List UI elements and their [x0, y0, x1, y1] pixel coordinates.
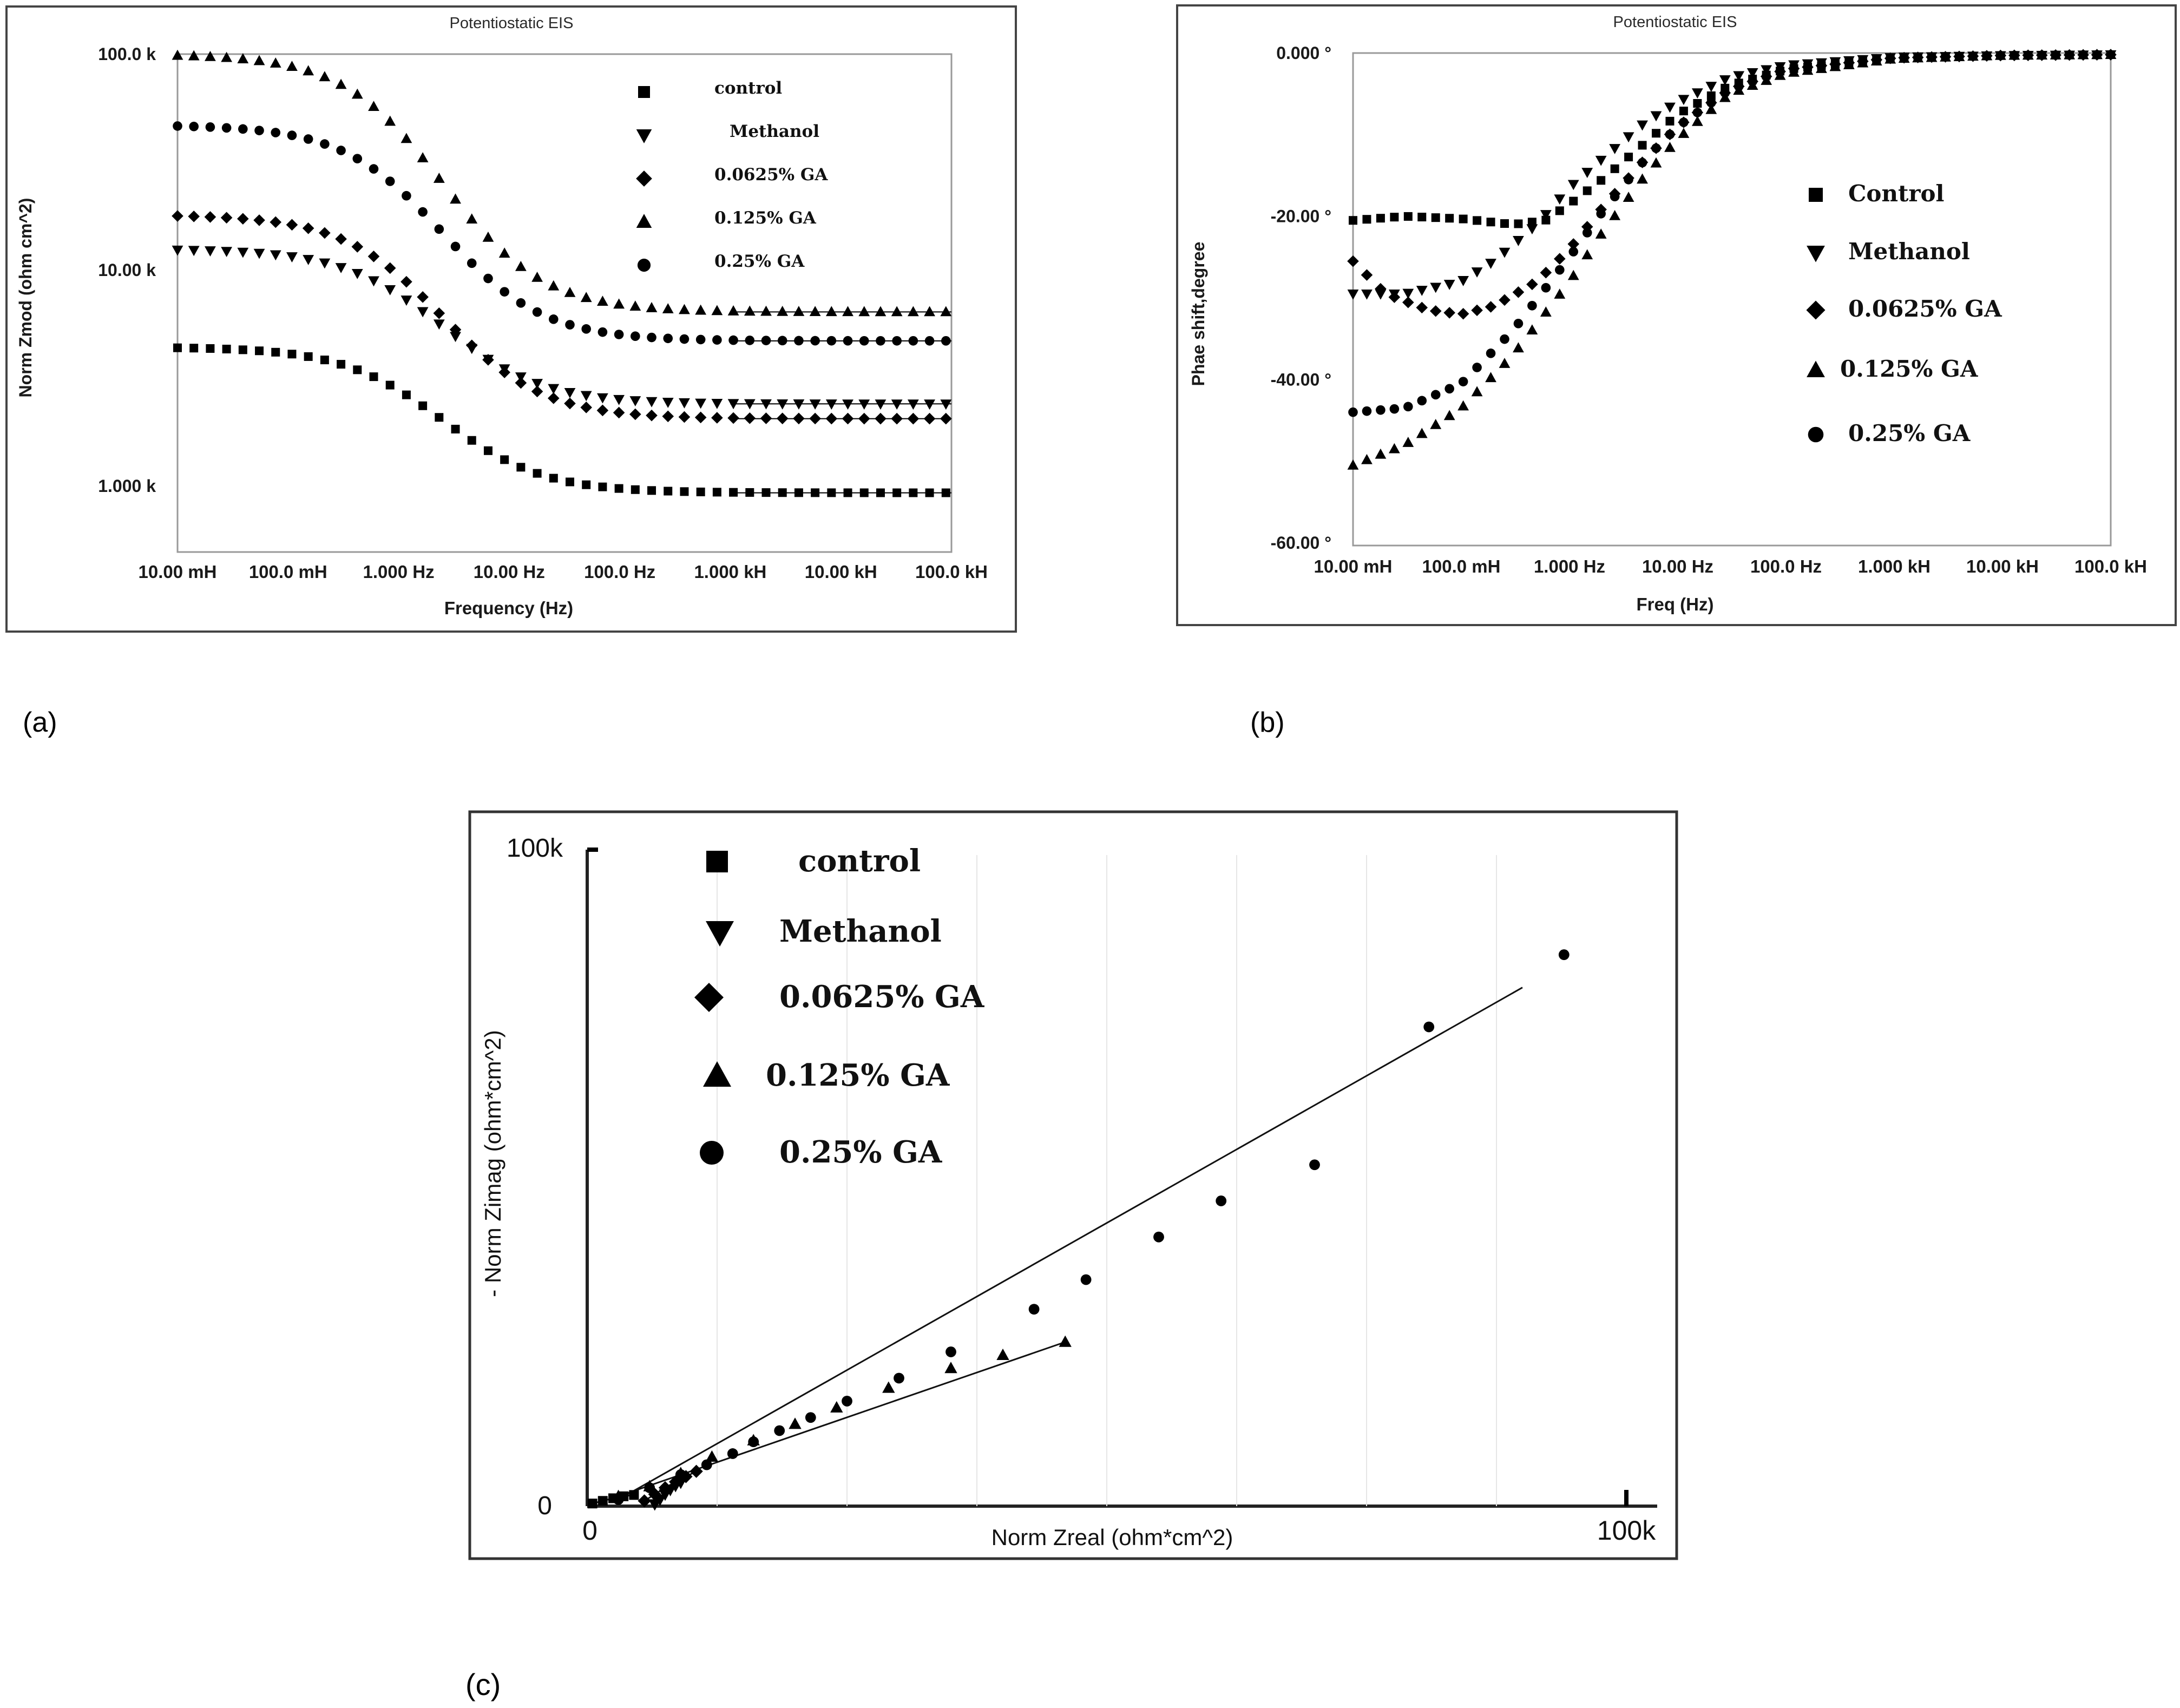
panel-b-data-point — [1624, 153, 1633, 161]
panel-b-data-point — [1500, 219, 1509, 228]
panel-a-x-tick-label: 100.0 Hz — [584, 562, 656, 582]
panel-c-data-point — [675, 1469, 686, 1480]
panel-c-data-point — [701, 1460, 712, 1470]
panel-a-data-point — [483, 274, 493, 284]
panel-b-data-point — [2078, 50, 2088, 60]
panel-b-data-point — [1624, 175, 1633, 185]
panel-b-data-point — [1555, 265, 1565, 275]
panel-c-legend-label: 0.125% GA — [766, 1057, 950, 1093]
panel-a-data-point — [304, 352, 313, 361]
panel-a-data-point — [500, 287, 509, 297]
panel-c-data-point — [727, 1448, 738, 1459]
panel-b-x-tick-label: 100.0 kH — [2074, 556, 2147, 576]
panel-c-caption: (c) — [465, 1667, 501, 1702]
panel-c-data-point — [842, 1396, 852, 1407]
panel-b-data-point — [1638, 158, 1647, 168]
panel-c-data-point — [644, 1482, 655, 1493]
panel-a-legend-label: control — [714, 78, 783, 98]
panel-c-x-tick-label: 100k — [1597, 1515, 1656, 1546]
panel-a-data-point — [631, 331, 640, 341]
panel-b-data-point — [1748, 77, 1757, 87]
panel-a-data-point — [173, 121, 182, 131]
panel-a-data-point — [615, 484, 623, 493]
panel-b-data-point — [1568, 247, 1578, 257]
panel-a-data-point — [239, 345, 247, 354]
panel-a-caption: (a) — [23, 707, 57, 738]
panel-b-data-point — [1968, 51, 1978, 61]
panel-b-data-point — [1886, 54, 1895, 63]
panel-a-data-point — [386, 381, 395, 390]
panel-b-data-point — [1486, 349, 1496, 358]
panel-b-title: Potentiostatic EIS — [1613, 14, 1737, 31]
panel-c-legend-label: 0.25% GA — [779, 1134, 942, 1170]
panel-b-data-point — [1665, 117, 1674, 126]
panel-a-data-point — [614, 330, 624, 339]
panel-a-data-point — [484, 446, 493, 455]
panel-b-data-point — [1541, 283, 1551, 293]
panel-a-data-point — [549, 474, 558, 483]
panel-b-data-point — [1610, 192, 1620, 201]
panel-a-data-point — [238, 124, 248, 134]
panel-b-x-tick-label: 1.000 Hz — [1533, 556, 1606, 576]
panel-a-data-point — [565, 320, 575, 330]
panel-b-data-point — [1982, 51, 1992, 61]
panel-a-data-point — [581, 324, 591, 334]
panel-b-data-point — [1596, 209, 1606, 219]
panel-a-data-point — [189, 344, 198, 352]
panel-c-legend-label: Methanol — [779, 914, 942, 949]
panel-b-data-point — [1693, 99, 1702, 108]
panel-b-frame — [1177, 5, 2176, 625]
panel-b-data-point — [1679, 107, 1688, 115]
panel-a-data-point — [663, 333, 673, 343]
panel-c-data-point — [945, 1346, 956, 1357]
panel-a-x-tick-label: 100.0 kH — [915, 562, 988, 582]
panel-b-data-point — [1376, 214, 1385, 222]
panel-b-data-point — [1514, 319, 1524, 329]
panel-a-data-point — [353, 365, 362, 374]
panel-a-x-axis-label: Frequency (Hz) — [444, 598, 574, 618]
panel-a-data-point — [189, 122, 199, 132]
panel-b-data-point — [1652, 129, 1660, 137]
panel-b-legend-marker — [1809, 188, 1823, 202]
panel-a-x-tick-label: 100.0 mH — [248, 562, 327, 582]
panel-a-data-point — [435, 225, 444, 234]
panel-a-y-axis-label: Norm Zmod (ohm cm^2) — [16, 198, 35, 398]
panel-c-data-point — [613, 1494, 624, 1505]
panel-b-data-point — [2037, 50, 2047, 60]
panel-a-data-point — [468, 436, 476, 445]
panel-b-data-point — [1583, 228, 1592, 238]
panel-a-data-point — [418, 207, 428, 217]
panel-b-data-point — [1569, 197, 1578, 206]
panel-b-data-point — [1927, 52, 1936, 62]
panel-a-x-tick-label: 10.00 kH — [804, 562, 877, 582]
panel-a-title: Potentiostatic EIS — [449, 15, 574, 32]
panel-a-data-point — [680, 334, 690, 344]
panel-b-data-point — [2106, 50, 2116, 60]
panel-a — [6, 6, 1016, 632]
panel-b-data-point — [1376, 405, 1386, 415]
panel-b-data-point — [1527, 301, 1537, 311]
panel-b-data-point — [1597, 176, 1605, 185]
panel-a-data-point — [598, 483, 607, 491]
panel-a-data-point — [516, 298, 526, 308]
panel-c-data-point — [1423, 1022, 1434, 1033]
panel-b-data-point — [1941, 52, 1951, 62]
panel-a-data-point — [566, 477, 574, 486]
panel-b-data-point — [1431, 390, 1441, 400]
panel-a-y-tick-label: 1.000 k — [98, 476, 156, 496]
panel-b-legend-marker — [1808, 427, 1824, 443]
panel-a-data-point — [271, 128, 280, 137]
panel-b-x-tick-label: 100.0 Hz — [1750, 556, 1822, 576]
panel-c-data-point — [1081, 1275, 1092, 1285]
panel-c-data-point — [1309, 1159, 1320, 1170]
panel-b-data-point — [1348, 408, 1358, 417]
panel-b-data-point — [1693, 108, 1703, 117]
panel-a-data-point — [287, 130, 297, 140]
panel-c-data-point — [1559, 949, 1570, 960]
panel-a-legend-label: 0.25% GA — [714, 252, 805, 271]
panel-a-data-point — [173, 344, 182, 352]
panel-a-y-tick-label: 100.0 k — [98, 44, 156, 64]
panel-b-y-axis-label: Phae shift,degree — [1189, 241, 1208, 386]
panel-a-data-point — [664, 487, 672, 495]
panel-a-data-point — [222, 123, 232, 133]
panel-c-y-axis-label: - Norm Zimag (ohm*cm^2) — [480, 1030, 505, 1297]
panel-c-data-point — [1216, 1195, 1226, 1206]
panel-b-data-point — [1858, 56, 1868, 66]
panel-a-data-point — [549, 314, 559, 324]
panel-b-data-point — [1734, 82, 1744, 91]
panel-a-data-point — [337, 360, 345, 369]
panel-a-data-point — [320, 356, 329, 364]
panel-a-data-point — [647, 486, 656, 495]
panel-a-data-point — [369, 372, 378, 381]
panel-c-data-point — [629, 1490, 639, 1500]
panel-a-data-point — [369, 164, 379, 174]
panel-b-data-point — [1789, 64, 1799, 74]
panel-b-data-point — [1404, 212, 1413, 221]
panel-a-data-point — [516, 463, 525, 471]
panel-a-data-point — [304, 134, 313, 144]
panel-c-data-point — [748, 1436, 759, 1447]
panel-c-data-point — [774, 1425, 785, 1436]
panel-a-legend-label: Methanol — [730, 122, 819, 141]
panel-a-data-point — [500, 455, 509, 464]
panel-a-data-point — [435, 413, 443, 422]
panel-c-data-point — [894, 1373, 904, 1384]
panel-b-data-point — [1390, 404, 1400, 414]
panel-b-data-point — [1459, 377, 1468, 386]
panel-a-x-tick-label: 1.000 kH — [694, 562, 767, 582]
panel-a-data-point — [631, 485, 640, 494]
panel-b-data-point — [1913, 52, 1923, 62]
panel-a-legend-label: 0.0625% GA — [714, 165, 828, 185]
panel-b-x-tick-label: 10.00 kH — [1966, 556, 2039, 576]
panel-b-data-point — [2092, 50, 2102, 60]
panel-b-data-point — [1432, 213, 1440, 222]
panel-b-x-tick-label: 10.00 Hz — [1641, 556, 1714, 576]
panel-b-legend-label: Control — [1848, 180, 1945, 207]
panel-b-data-point — [1459, 215, 1468, 224]
panel-b-data-point — [1803, 62, 1813, 72]
panel-b-data-point — [1762, 71, 1771, 81]
panel-c-x-axis-label: Norm Zreal (ohm*cm^2) — [991, 1525, 1233, 1550]
panel-b-data-point — [2010, 51, 2019, 61]
panel-a-data-point — [647, 333, 656, 343]
panel-b-data-point — [2051, 50, 2060, 60]
panel-a-data-point — [697, 488, 705, 496]
panel-b-data-point — [1611, 165, 1619, 173]
panel-a-data-point — [728, 336, 738, 345]
panel-a-data-point — [402, 191, 411, 201]
panel-a-data-point — [713, 488, 721, 496]
panel-b-data-point — [1830, 60, 1840, 69]
panel-b-x-tick-label: 1.000 kH — [1858, 556, 1931, 576]
panel-c-legend-label: control — [798, 843, 921, 879]
panel-b-legend-label: Methanol — [1848, 238, 1970, 265]
panel-c — [470, 812, 1677, 1559]
panel-c-data-point — [588, 1499, 597, 1508]
panel-a-data-point — [320, 139, 330, 149]
panel-b-y-tick-label: -60.00 ° — [1270, 533, 1331, 553]
panel-a-y-tick-label: 10.00 k — [98, 260, 156, 280]
panel-a-data-point — [582, 481, 590, 489]
panel-b-data-point — [1665, 130, 1675, 140]
panel-a-data-point — [712, 335, 722, 345]
panel-a-legend-label: 0.125% GA — [714, 208, 816, 228]
panel-a-data-point — [696, 335, 706, 345]
panel-b — [1177, 5, 2176, 625]
panel-b-data-point — [1844, 58, 1854, 68]
panel-a-data-point — [385, 176, 395, 186]
panel-a-data-point — [533, 469, 542, 478]
panel-b-data-point — [1775, 67, 1785, 76]
panel-a-data-point — [287, 350, 296, 358]
panel-b-data-point — [1349, 216, 1357, 225]
panel-b-legend-label: 0.0625% GA — [1848, 295, 2002, 322]
panel-b-data-point — [1403, 402, 1413, 412]
panel-b-legend-label: 0.25% GA — [1848, 420, 1971, 446]
panel-a-x-tick-label: 10.00 mH — [138, 562, 217, 582]
panel-a-legend-marker — [638, 259, 651, 272]
panel-b-data-point — [1417, 396, 1427, 406]
panel-b-x-tick-label: 10.00 mH — [1314, 556, 1393, 576]
panel-c-x-tick-label: 0 — [582, 1515, 597, 1546]
panel-c-data-point — [598, 1496, 608, 1506]
panel-b-x-axis-label: Freq (Hz) — [1636, 594, 1714, 614]
panel-b-data-point — [1500, 334, 1509, 344]
panel-c-data-point — [805, 1412, 816, 1423]
panel-b-data-point — [1720, 88, 1730, 98]
panel-b-data-point — [1444, 384, 1454, 394]
panel-b-data-point — [1817, 61, 1827, 70]
panel-b-data-point — [1651, 143, 1661, 153]
panel-a-data-point — [255, 346, 264, 355]
panel-b-y-tick-label: -40.00 ° — [1270, 370, 1331, 390]
panel-a-data-point — [402, 391, 411, 399]
panel-b-data-point — [1679, 117, 1689, 127]
panel-b-data-point — [1555, 206, 1564, 215]
panel-c-y-tick-label: 100k — [506, 834, 563, 863]
panel-a-x-tick-label: 10.00 Hz — [473, 562, 545, 582]
panel-b-data-point — [1487, 218, 1495, 226]
panel-a-data-point — [271, 348, 280, 357]
panel-c-frame — [470, 812, 1677, 1559]
panel-b-data-point — [1445, 214, 1454, 222]
panel-a-data-point — [352, 154, 362, 163]
panel-b-data-point — [1996, 51, 2006, 61]
panel-b-data-point — [1638, 141, 1647, 149]
panel-a-data-point — [418, 402, 427, 410]
panel-a-data-point — [254, 126, 264, 135]
panel-c-legend-marker — [706, 851, 728, 872]
panel-b-data-point — [2023, 50, 2033, 60]
panel-b-data-point — [1473, 216, 1481, 225]
panel-b-data-point — [1872, 55, 1881, 65]
panel-a-data-point — [222, 345, 231, 353]
panel-a-legend-marker — [638, 86, 650, 98]
panel-b-legend-label: 0.125% GA — [1840, 356, 1978, 382]
panel-a-data-point — [598, 327, 608, 337]
panel-b-data-point — [1472, 363, 1482, 372]
panel-c-legend-marker — [700, 1141, 724, 1165]
panel-b-data-point — [1899, 53, 1909, 63]
panel-c-data-point — [1153, 1232, 1164, 1243]
panel-a-data-point — [451, 425, 460, 433]
panel-b-data-point — [1417, 213, 1426, 221]
panel-c-y-tick-label: 0 — [537, 1492, 552, 1520]
panel-a-x-tick-label: 1.000 Hz — [363, 562, 435, 582]
panel-c-legend-label: 0.0625% GA — [779, 979, 984, 1015]
panel-b-data-point — [1362, 406, 1372, 416]
panel-c-data-point — [1029, 1304, 1040, 1315]
panel-b-x-tick-label: 100.0 mH — [1422, 556, 1501, 576]
panel-b-data-point — [1362, 215, 1371, 224]
panel-b-data-point — [1390, 213, 1398, 221]
panel-b-data-point — [1514, 219, 1522, 228]
panel-b-data-point — [2065, 50, 2074, 60]
panel-b-caption: (b) — [1250, 707, 1285, 738]
panel-a-data-point — [336, 146, 346, 155]
panel-a-data-point — [533, 307, 542, 317]
panel-b-data-point — [1954, 52, 1964, 62]
panel-a-data-point — [680, 487, 688, 496]
panel-a-frame — [6, 6, 1016, 632]
panel-a-data-point — [206, 122, 215, 132]
panel-a-data-point — [467, 259, 477, 268]
panel-b-y-tick-label: 0.000 ° — [1276, 43, 1331, 63]
panel-a-data-point — [451, 242, 461, 252]
panel-b-y-tick-label: -20.00 ° — [1270, 206, 1331, 226]
panel-a-data-point — [206, 344, 214, 353]
panel-b-data-point — [1583, 186, 1592, 195]
panel-b-data-point — [1706, 98, 1716, 108]
